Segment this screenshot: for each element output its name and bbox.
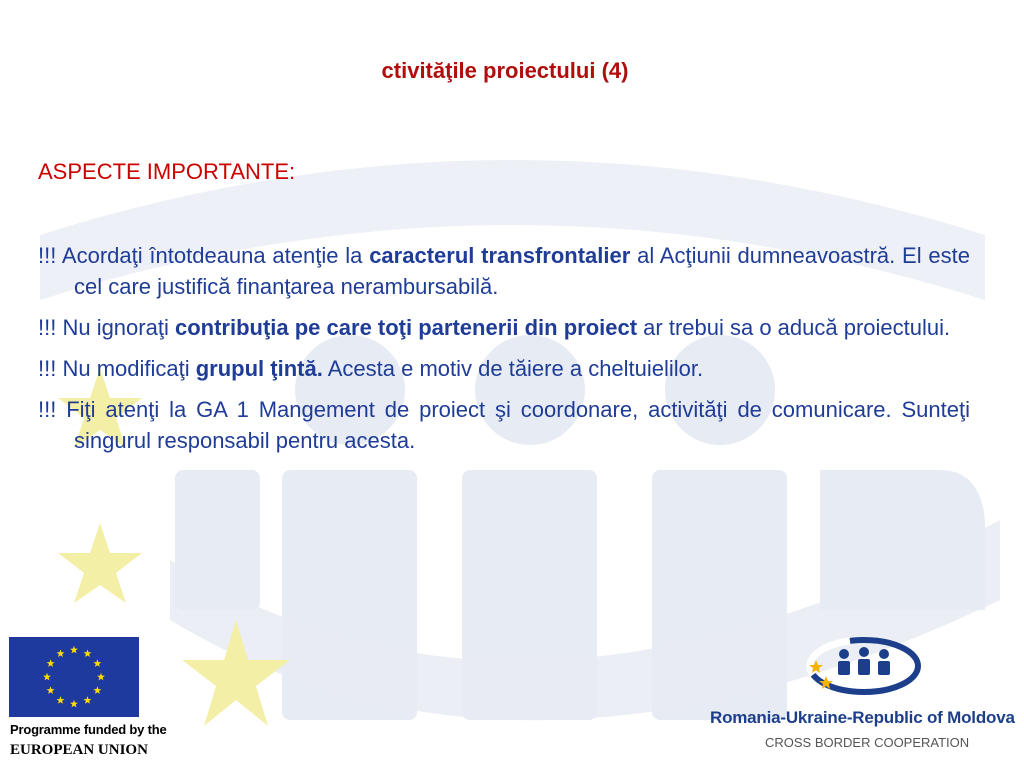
eu-funding-label: Programme funded by the: [10, 722, 167, 737]
background-star-icon: [58, 523, 142, 603]
item-bold-text: grupul ţintă.: [195, 356, 323, 381]
eu-logo: [9, 637, 139, 717]
item-text-end: al Acţiunii dumneavoastră. El este cel care justifică finanţarea nerambursabilă.: [74, 243, 970, 299]
item-bold-text: contribuţia pe care toţi partenerii din proiect: [174, 315, 638, 340]
item-text-end: Acesta e motiv de tăiere a cheltuielilor.: [322, 356, 704, 381]
list-item: [38, 394, 970, 456]
item-prefix: !!!: [38, 356, 63, 381]
item-prefix: !!!: [38, 397, 67, 422]
item-prefix: !!!: [38, 243, 62, 268]
eu-flag-icon: [9, 637, 139, 717]
cbc-programme-subtitle: CROSS BORDER COOPERATION: [765, 735, 970, 750]
list-item: [38, 240, 970, 302]
item-text: Nu modificaţi: [62, 356, 196, 381]
slide-title: ctivităţile proiectului (4): [381, 58, 629, 83]
cross-border-cooperation-logo-icon: [802, 630, 922, 700]
item-text: Fiţi atenţi la GA 1 Mangement de proiect şi coordonare, activităţi de comunicare. Sunteţi singurul responsabil pentru acesta.: [66, 397, 970, 453]
item-text: Nu ignoraţi: [62, 315, 175, 340]
item-bold-text: caracterul transfrontalier: [369, 243, 631, 268]
item-text-end: ar trebui sa o aducă proiectului.: [637, 315, 951, 340]
item-prefix: !!!: [38, 315, 63, 340]
item-text: Acordaţi întotdeauna atenţie la: [61, 243, 370, 268]
eu-name-label: EUROPEAN UNION: [10, 742, 148, 758]
list-item: [38, 353, 970, 384]
section-heading: ASPECTE IMPORTANTE:: [38, 159, 296, 184]
cbc-programme-name: Romania-Ukraine-Republic of Moldova: [710, 708, 1015, 727]
list-item: [38, 312, 970, 343]
bullet-list: [38, 240, 970, 466]
